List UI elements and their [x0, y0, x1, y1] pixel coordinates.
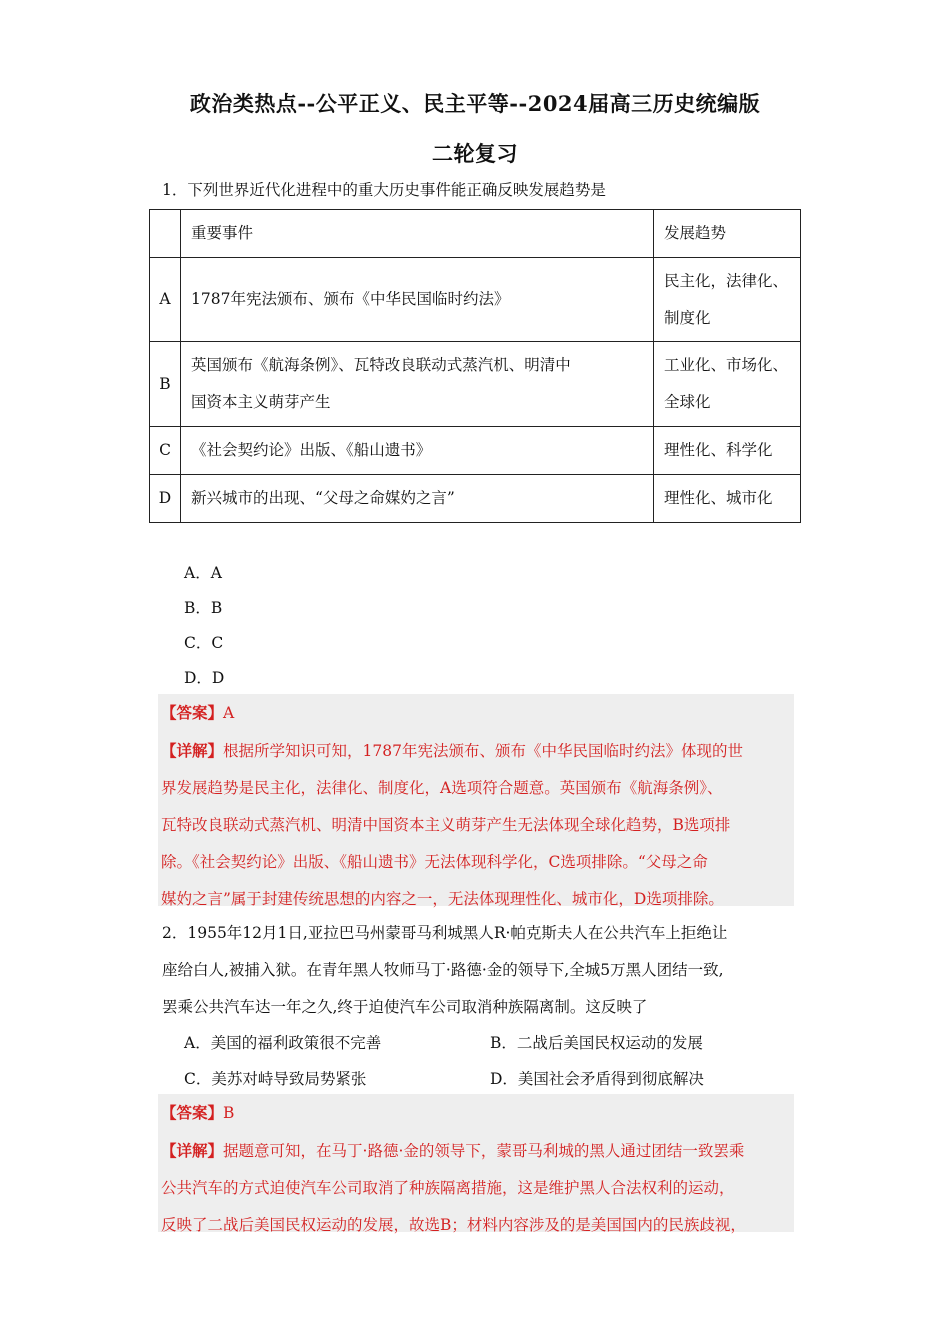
detail-line: 除。《社会契约论》出版、《船山遗书》无法体现科学化，C选项排除。“父母之命	[161, 853, 708, 871]
detail-line: 瓦特改良联动式蒸汽机、明清中国资本主义萌芽产生无法体现全球化趋势，B选项排	[161, 816, 731, 834]
q2-stem-line: 座给白人,被捕入狱。在青年黑人牧师马丁·路德·金的领导下,全城5万黑人团结一致,	[162, 961, 724, 979]
q2-answer-block	[158, 1094, 794, 1232]
row-event: 新兴城市的出现、“父母之命媒妁之言”	[181, 475, 654, 523]
q2-stem-line: 2．1955年12月1日,亚拉巴马州蒙哥马利城黑人R·帕克斯夫人在公共汽车上拒绝让	[162, 924, 728, 942]
page-subtitle: 二轮复习	[432, 141, 518, 166]
q2-option-d[interactable]: D．美国社会矛盾得到彻底解决	[490, 1070, 704, 1088]
detail-line: 【详解】据题意可知，在马丁·路德·金的领导下，蒙哥马利城的黑人通过团结一致罢乘	[161, 1141, 745, 1160]
row-key: B	[150, 342, 181, 427]
table-row	[150, 475, 801, 523]
answer-line: 【答案】A	[161, 703, 235, 722]
table-row	[150, 427, 801, 475]
q1-answer-block	[158, 694, 794, 906]
row-key: C	[150, 427, 181, 475]
detail-line: 界发展趋势是民主化，法律化、制度化，A选项符合题意。英国颁布《航海条例》、	[161, 779, 723, 797]
table-row	[150, 342, 801, 427]
detail-line: 反映了二战后美国民权运动的发展，故选B；材料内容涉及的是美国国内的民族歧视，	[161, 1216, 746, 1234]
row-event: 《社会契约论》出版、《船山遗书》	[181, 427, 654, 475]
row-event: 英国颁布《航海条例》、瓦特改良联动式蒸汽机、明清中 国资本主义萌芽产生	[181, 342, 654, 427]
table-header-cell	[150, 210, 181, 258]
row-trend: 理性化、科学化	[654, 427, 801, 475]
row-trend: 工业化、市场化、 全球化	[654, 342, 801, 427]
q1-option-c[interactable]: C．C	[184, 634, 224, 652]
q1-option-d[interactable]: D．D	[184, 669, 225, 687]
page-title: 政治类热点--公平正义、民主平等--2024届高三历史统编版	[189, 91, 761, 116]
q2-option-b[interactable]: B．二战后美国民权运动的发展	[490, 1034, 703, 1052]
q2-option-a[interactable]: A．美国的福利政策很不完善	[184, 1034, 382, 1052]
row-event: 1787年宪法颁布、颁布《中华民国临时约法》	[181, 258, 654, 342]
q2-option-c[interactable]: C．美苏对峙导致局势紧张	[184, 1070, 367, 1088]
table-row	[150, 258, 801, 342]
table-header-cell: 发展趋势	[654, 210, 801, 258]
table-header-cell: 重要事件	[181, 210, 654, 258]
detail-line: 公共汽车的方式迫使汽车公司取消了种族隔离措施，这是维护黑人合法权利的运动，	[161, 1179, 735, 1197]
row-trend: 民主化，法律化、 制度化	[654, 258, 801, 342]
detail-line: 【详解】根据所学知识可知，1787年宪法颁布、颁布《中华民国临时约法》体现的世	[161, 741, 743, 760]
answer-line: 【答案】B	[161, 1103, 235, 1122]
row-key: D	[150, 475, 181, 523]
q1-option-a[interactable]: A．A	[184, 564, 222, 582]
detail-line: 媒妁之言”属于封建传统思想的内容之一，无法体现理性化、城市化，D选项排除。	[161, 890, 724, 908]
q1-stem: 1．下列世界近代化进程中的重大历史事件能正确反映发展趋势是	[162, 181, 606, 199]
q1-option-b[interactable]: B．B	[184, 599, 223, 617]
q2-stem-line: 罢乘公共汽车达一年之久,终于迫使汽车公司取消种族隔离制。这反映了	[162, 998, 648, 1016]
q1-table	[149, 209, 801, 523]
table-header-row	[150, 210, 801, 258]
row-trend: 理性化、城市化	[654, 475, 801, 523]
row-key: A	[150, 258, 181, 342]
